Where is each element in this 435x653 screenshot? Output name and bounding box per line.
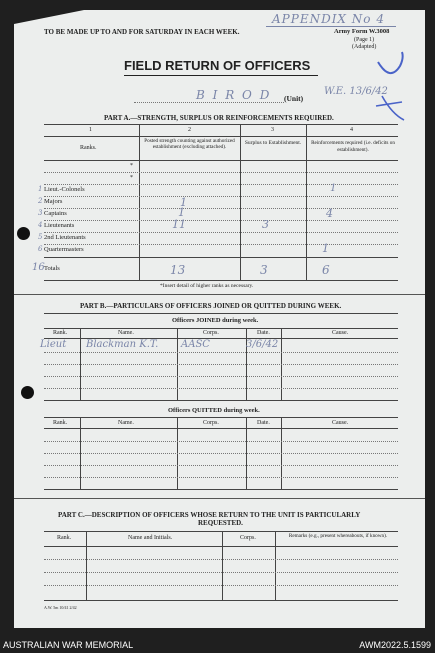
print-code: A.W. 5m 10/41 2/42: [44, 605, 77, 610]
posted-value: 1: [180, 196, 187, 209]
rule: [44, 160, 398, 161]
rule: [44, 124, 398, 125]
section-divider: [14, 294, 425, 295]
page-title: FIELD RETURN OF OFFICERS: [124, 58, 311, 73]
row-num: 5: [38, 233, 43, 241]
unit-label: (Unit): [284, 94, 304, 103]
part-b-heading: PART B.—PARTICULARS OF OFFICERS JOINED OR QUITTED DURING WEEK.: [80, 302, 342, 310]
col-num-4: 4: [350, 127, 353, 133]
col-num-3: 3: [271, 127, 274, 133]
section-divider: [14, 498, 425, 499]
totals-num: 16: [32, 262, 45, 273]
totals-label: Totals: [44, 265, 60, 272]
rank-label: Captains: [44, 210, 67, 217]
col-num-1: 1: [89, 127, 92, 133]
quitted-title: Officers QUITTED during week.: [168, 407, 260, 414]
appendix-note: APPENDIX No 4: [272, 12, 385, 26]
footer-id: AWM2022.5.1599: [359, 640, 431, 650]
punch-hole: [17, 227, 30, 240]
rank-label: Lieut.-Colonels: [44, 186, 85, 193]
joined-col-rank: Rank.: [53, 330, 68, 336]
footnote: *Insert detail of higher ranks as necessary.: [160, 283, 254, 289]
totals-posted: 13: [170, 263, 186, 277]
reinf-value: 1: [330, 183, 337, 194]
joined-title: Officers JOINED during week.: [172, 317, 259, 324]
joined-corps: AASC: [181, 339, 210, 350]
part-c-col-corps: Corps.: [240, 535, 256, 541]
posted-value: 1: [178, 206, 185, 219]
row-num: 2: [38, 197, 43, 205]
part-c-col-name: Name and Initials.: [128, 535, 173, 541]
quitted-col-date: Date.: [257, 420, 270, 426]
joined-col-cause: Cause.: [332, 330, 349, 336]
col-head-reinforcements: Reinforcements required (i.e. deficits on establishment).: [311, 140, 395, 153]
footer-bar: [0, 637, 435, 653]
rule: [44, 280, 398, 281]
joined-col-corps: Corps.: [203, 330, 219, 336]
row-num: 4: [38, 221, 43, 229]
part-c-col-remarks: Remarks (e.g., present whereabouts, if known).: [288, 533, 388, 539]
form-number: Army Form W.3008: [334, 28, 390, 35]
appendix-underline: [266, 26, 396, 27]
row-num: 1: [38, 185, 43, 193]
title-underline: [124, 75, 318, 76]
unit-value: B I R O D: [196, 88, 272, 102]
quitted-col-name: Name.: [118, 420, 134, 426]
rank-label: 2nd Lieutenants: [44, 234, 86, 241]
quitted-col-rank: Rank.: [53, 420, 68, 426]
col-head-ranks: Ranks.: [80, 145, 97, 151]
rank-label: *: [130, 175, 133, 181]
surplus-value: 3: [262, 218, 269, 231]
instruction-text: TO BE MADE UP TO AND FOR SATURDAY IN EACH WEEK.: [44, 28, 240, 36]
col-head-surplus: Surplus to Establishment.: [244, 140, 302, 146]
part-c-heading-cont: REQUESTED.: [198, 519, 243, 527]
totals-reinf: 6: [322, 263, 330, 277]
part-c-col-rank: Rank.: [57, 535, 72, 541]
rank-label: *: [130, 163, 133, 169]
week-ending-note: W.E. 13/6/42: [324, 86, 388, 97]
reinf-value: 1: [322, 242, 329, 255]
quitted-col-cause: Cause.: [332, 420, 349, 426]
totals-surplus: 3: [260, 263, 268, 277]
joined-col-name: Name.: [118, 330, 134, 336]
col-num-2: 2: [188, 127, 191, 133]
joined-col-date: Date.: [257, 330, 270, 336]
part-c-heading: PART C.—DESCRIPTION OF OFFICERS WHOSE RETURN TO THE UNIT IS PARTICULARLY: [58, 511, 361, 519]
rank-label: Quartermasters: [44, 246, 84, 253]
posted-value: 11: [172, 218, 186, 231]
rule: [44, 313, 398, 314]
row-num: 6: [38, 245, 43, 253]
form-page: (Page 1): [354, 37, 375, 43]
rule: [44, 328, 398, 329]
joined-date: 3/6/42: [246, 339, 279, 350]
quitted-col-corps: Corps.: [203, 420, 219, 426]
footer-credit: AUSTRALIAN WAR MEMORIAL: [3, 640, 134, 650]
row-num: 3: [38, 209, 43, 217]
rank-label: Majors: [44, 198, 63, 205]
reinf-value: 4: [326, 207, 333, 220]
form-adapted: (Adapted): [352, 44, 377, 50]
joined-rank: Lieut: [40, 339, 67, 350]
joined-name: Blackman K.T.: [86, 339, 159, 350]
rank-label: Lieutenants: [44, 222, 75, 229]
unit-line: [134, 102, 284, 103]
rule: [44, 136, 398, 137]
punch-hole: [21, 386, 34, 399]
part-a-heading: PART A.—STRENGTH, SURPLUS OR REINFORCEMENTS REQUIRED.: [104, 114, 334, 122]
col-head-posted: Posted strength counting against authorized establishment (excluding attached).: [144, 138, 235, 151]
